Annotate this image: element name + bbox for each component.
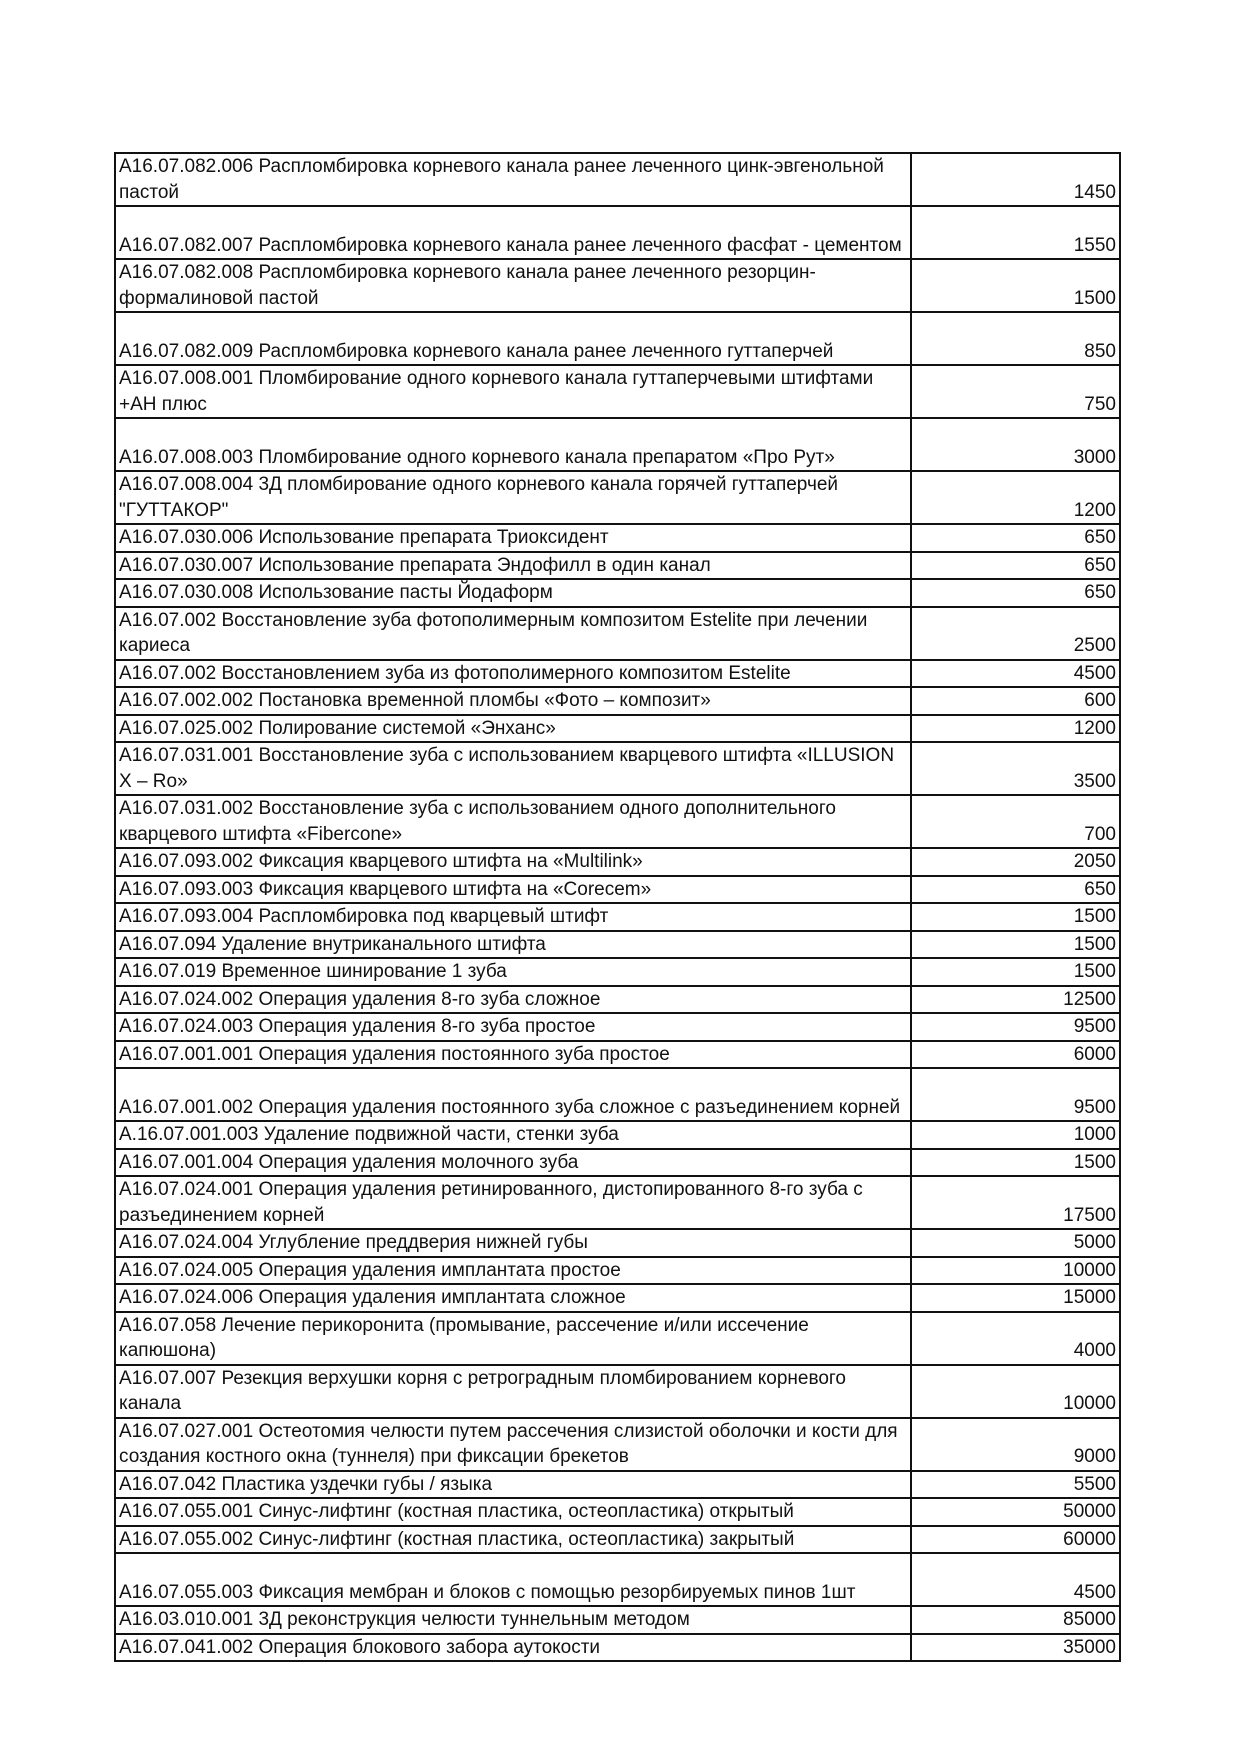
service-name-cell: А16.07.019 Временное шинирование 1 зуба bbox=[115, 958, 911, 986]
service-name-cell: А16.07.030.006 Использование препарата Триоксидент bbox=[115, 524, 911, 552]
price-cell: 35000 bbox=[911, 1634, 1120, 1662]
service-name-cell: А16.07.002.002 Постановка временной пломбы «Фото – композит» bbox=[115, 687, 911, 715]
price-cell: 1500 bbox=[911, 931, 1120, 959]
service-name-cell: А16.07.024.005 Операция удаления имплантата простое bbox=[115, 1257, 911, 1285]
price-cell: 15000 bbox=[911, 1284, 1120, 1312]
price-cell: 3500 bbox=[911, 742, 1120, 795]
table-row bbox=[115, 552, 1120, 580]
service-name-cell: А16.07.024.004 Углубление преддверия нижней губы bbox=[115, 1229, 911, 1257]
table-row bbox=[115, 524, 1120, 552]
table-row bbox=[115, 876, 1120, 904]
table-row bbox=[115, 931, 1120, 959]
service-name-cell: А.16.07.001.003 Удаление подвижной части, стенки зуба bbox=[115, 1121, 911, 1149]
price-cell: 12500 bbox=[911, 986, 1120, 1014]
service-name-cell: А16.07.008.003 Пломбирование одного корневого канала препаратом «Про Рут» bbox=[115, 418, 911, 471]
service-name-cell: А16.07.024.002 Операция удаления 8-го зуба сложное bbox=[115, 986, 911, 1014]
service-name-cell: А16.07.093.004 Распломбировка под кварцевый штифт bbox=[115, 903, 911, 931]
service-name-cell: А16.07.024.003 Операция удаления 8-го зуба простое bbox=[115, 1013, 911, 1041]
price-cell: 1450 bbox=[911, 153, 1120, 206]
table-row bbox=[115, 1418, 1120, 1471]
table-row bbox=[115, 1229, 1120, 1257]
service-name-cell: А16.07.082.006 Распломбировка корневого канала ранее леченного цинк-эвгенольной пастой bbox=[115, 153, 911, 206]
service-name-cell: А16.03.010.001 3Д реконструкция челюсти туннельным методом bbox=[115, 1606, 911, 1634]
service-name-cell: А16.07.055.001 Синус-лифтинг (костная пластика, остеопластика) открытый bbox=[115, 1498, 911, 1526]
service-name-cell: А16.07.031.001 Восстановление зуба с использованием кварцевого штифта «ILLUSION X – Ro» bbox=[115, 742, 911, 795]
price-cell: 4500 bbox=[911, 660, 1120, 688]
service-name-cell: А16.07.093.003 Фиксация кварцевого штифта на «Corecem» bbox=[115, 876, 911, 904]
table-row bbox=[115, 1634, 1120, 1662]
table-row bbox=[115, 1013, 1120, 1041]
service-name-cell: А16.07.031.002 Восстановление зуба с использованием одного дополнительного кварцевого штифта «Fibercone» bbox=[115, 795, 911, 848]
service-name-cell: А16.07.082.008 Распломбировка корневого канала ранее леченного резорцин-формалиновой пастой bbox=[115, 259, 911, 312]
service-name-cell: А16.07.030.008 Использование пасты Йодаформ bbox=[115, 579, 911, 607]
service-name-cell: А16.07.058 Лечение перикоронита (промывание, рассечение и/или иссечение капюшона) bbox=[115, 1312, 911, 1365]
service-name-cell: А16.07.093.002 Фиксация кварцевого штифта на «Multilink» bbox=[115, 848, 911, 876]
price-cell: 9000 bbox=[911, 1418, 1120, 1471]
table-row bbox=[115, 1068, 1120, 1121]
price-cell: 50000 bbox=[911, 1498, 1120, 1526]
price-cell: 85000 bbox=[911, 1606, 1120, 1634]
price-cell: 1500 bbox=[911, 958, 1120, 986]
table-row bbox=[115, 795, 1120, 848]
price-cell: 1200 bbox=[911, 471, 1120, 524]
table-row bbox=[115, 418, 1120, 471]
price-cell: 650 bbox=[911, 876, 1120, 904]
price-cell: 650 bbox=[911, 552, 1120, 580]
service-name-cell: А16.07.025.002 Полирование системой «Энханс» bbox=[115, 715, 911, 743]
table-row bbox=[115, 1606, 1120, 1634]
table-row bbox=[115, 153, 1120, 206]
price-cell: 17500 bbox=[911, 1176, 1120, 1229]
service-name-cell: А16.07.001.001 Операция удаления постоянного зуба простое bbox=[115, 1041, 911, 1069]
table-row bbox=[115, 206, 1120, 259]
service-name-cell: А16.07.002 Восстановлением зуба из фотополимерного композитом Estelite bbox=[115, 660, 911, 688]
price-table-body bbox=[115, 153, 1120, 1661]
service-name-cell: А16.07.002 Восстановление зуба фотополимерным композитом Estelite при лечении кариеса bbox=[115, 607, 911, 660]
price-cell: 650 bbox=[911, 579, 1120, 607]
service-name-cell: А16.07.055.003 Фиксация мембран и блоков с помощью резорбируемых пинов 1шт bbox=[115, 1553, 911, 1606]
table-row bbox=[115, 1284, 1120, 1312]
table-row bbox=[115, 1553, 1120, 1606]
service-name-cell: А16.07.024.006 Операция удаления имплантата сложное bbox=[115, 1284, 911, 1312]
price-cell: 5500 bbox=[911, 1471, 1120, 1499]
table-row bbox=[115, 1471, 1120, 1499]
price-cell: 1000 bbox=[911, 1121, 1120, 1149]
price-cell: 1550 bbox=[911, 206, 1120, 259]
service-name-cell: А16.07.008.004 3Д пломбирование одного корневого канала горячей гуттаперчей "ГУТТАКОР" bbox=[115, 471, 911, 524]
table-row bbox=[115, 1176, 1120, 1229]
price-cell: 2050 bbox=[911, 848, 1120, 876]
table-row bbox=[115, 365, 1120, 418]
price-cell: 600 bbox=[911, 687, 1120, 715]
service-name-cell: А16.07.027.001 Остеотомия челюсти путем рассечения слизистой оболочки и кости для создания костного окна (туннеля) при фиксации брекетов bbox=[115, 1418, 911, 1471]
table-row bbox=[115, 312, 1120, 365]
table-row bbox=[115, 715, 1120, 743]
price-cell: 10000 bbox=[911, 1257, 1120, 1285]
service-name-cell: А16.07.041.002 Операция блокового забора аутокости bbox=[115, 1634, 911, 1662]
service-name-cell: А16.07.094 Удаление внутриканального штифта bbox=[115, 931, 911, 959]
price-cell: 850 bbox=[911, 312, 1120, 365]
price-cell: 750 bbox=[911, 365, 1120, 418]
service-name-cell: А16.07.055.002 Синус-лифтинг (костная пластика, остеопластика) закрытый bbox=[115, 1526, 911, 1554]
table-row bbox=[115, 579, 1120, 607]
table-row bbox=[115, 660, 1120, 688]
table-row bbox=[115, 1041, 1120, 1069]
service-name-cell: А16.07.001.002 Операция удаления постоянного зуба сложное с разъединением корней bbox=[115, 1068, 911, 1121]
price-cell: 5000 bbox=[911, 1229, 1120, 1257]
price-cell: 3000 bbox=[911, 418, 1120, 471]
table-row bbox=[115, 742, 1120, 795]
service-name-cell: А16.07.008.001 Пломбирование одного корневого канала гуттаперчевыми штифтами +АН плюс bbox=[115, 365, 911, 418]
service-name-cell: А16.07.042 Пластика уздечки губы / языка bbox=[115, 1471, 911, 1499]
table-row bbox=[115, 1121, 1120, 1149]
service-name-cell: А16.07.082.009 Распломбировка корневого канала ранее леченного гуттаперчей bbox=[115, 312, 911, 365]
price-cell: 10000 bbox=[911, 1365, 1120, 1418]
price-cell: 2500 bbox=[911, 607, 1120, 660]
service-name-cell: А16.07.007 Резекция верхушки корня с ретроградным пломбированием корневого канала bbox=[115, 1365, 911, 1418]
table-row bbox=[115, 259, 1120, 312]
table-row bbox=[115, 607, 1120, 660]
table-row bbox=[115, 1498, 1120, 1526]
table-row bbox=[115, 848, 1120, 876]
price-table bbox=[114, 152, 1121, 1662]
table-row bbox=[115, 687, 1120, 715]
service-name-cell: А16.07.082.007 Распломбировка корневого канала ранее леченного фасфат - цементом bbox=[115, 206, 911, 259]
table-row bbox=[115, 1526, 1120, 1554]
table-row bbox=[115, 1365, 1120, 1418]
price-cell: 4000 bbox=[911, 1312, 1120, 1365]
table-row bbox=[115, 1312, 1120, 1365]
price-cell: 9500 bbox=[911, 1068, 1120, 1121]
table-row bbox=[115, 903, 1120, 931]
service-name-cell: А16.07.030.007 Использование препарата Эндофилл в один канал bbox=[115, 552, 911, 580]
price-cell: 9500 bbox=[911, 1013, 1120, 1041]
price-cell: 1200 bbox=[911, 715, 1120, 743]
price-cell: 1500 bbox=[911, 903, 1120, 931]
table-row bbox=[115, 986, 1120, 1014]
service-name-cell: А16.07.001.004 Операция удаления молочного зуба bbox=[115, 1149, 911, 1177]
price-cell: 700 bbox=[911, 795, 1120, 848]
price-cell: 60000 bbox=[911, 1526, 1120, 1554]
price-cell: 650 bbox=[911, 524, 1120, 552]
table-row bbox=[115, 958, 1120, 986]
price-cell: 1500 bbox=[911, 259, 1120, 312]
table-row bbox=[115, 1257, 1120, 1285]
price-cell: 6000 bbox=[911, 1041, 1120, 1069]
table-row bbox=[115, 1149, 1120, 1177]
price-cell: 4500 bbox=[911, 1553, 1120, 1606]
table-row bbox=[115, 471, 1120, 524]
price-cell: 1500 bbox=[911, 1149, 1120, 1177]
service-name-cell: А16.07.024.001 Операция удаления ретинированного, дистопированного 8-го зуба с разъединением корней bbox=[115, 1176, 911, 1229]
